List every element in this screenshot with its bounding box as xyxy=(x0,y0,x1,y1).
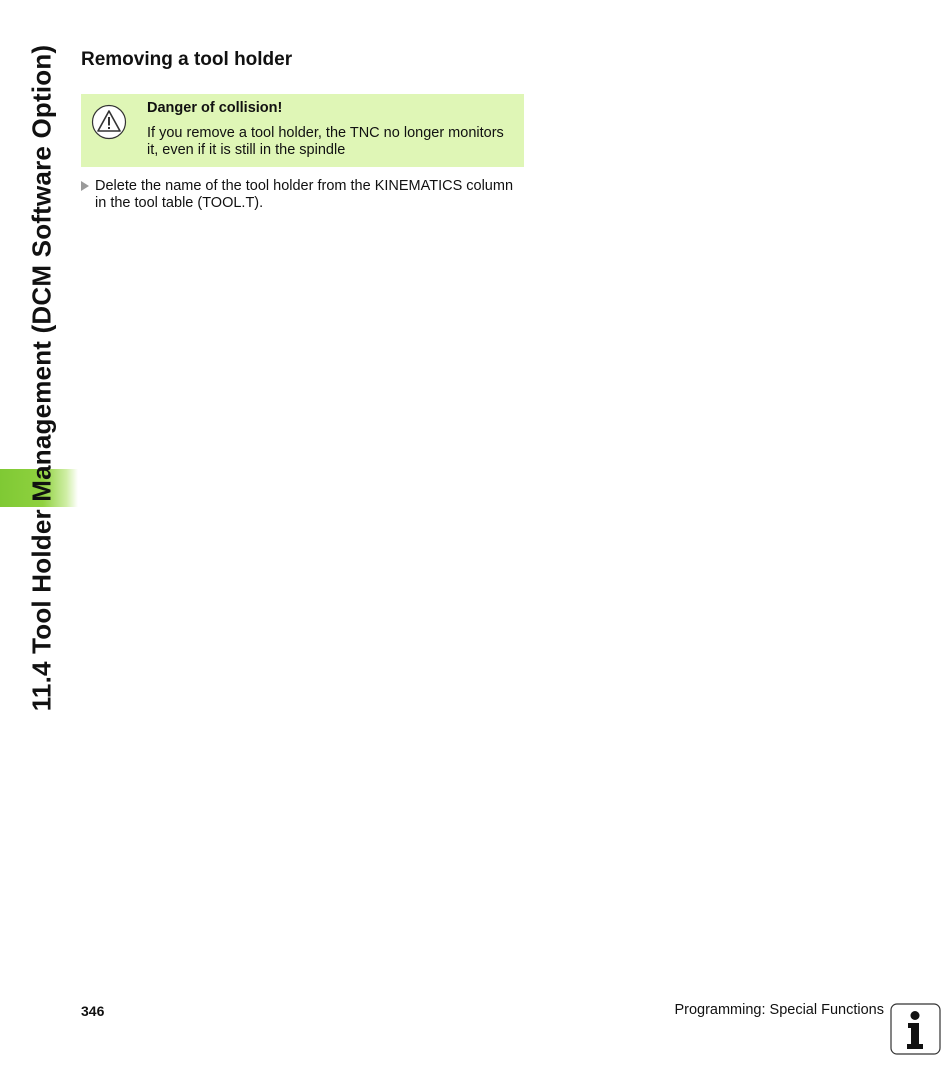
step-text: Delete the name of the tool holder from the KINEMATICS column in the tool table (TOOL.T). xyxy=(95,178,514,211)
instruction-step xyxy=(81,178,526,212)
danger-text: If you remove a tool holder, the TNC no longer monitors it, even if it is still in the spindle xyxy=(147,125,504,158)
page-number: 346 xyxy=(81,1003,105,1019)
danger-notice xyxy=(81,94,524,167)
section-heading: Removing a tool holder xyxy=(81,49,293,70)
step-arrow-icon xyxy=(81,181,89,191)
info-icon xyxy=(890,1003,941,1055)
danger-title: Danger of collision! xyxy=(147,100,283,116)
warning-triangle-icon xyxy=(91,104,127,140)
footer-title: Programming: Special Functions xyxy=(674,1002,884,1018)
chapter-title: 11.4 Tool Holder Management (DCM Software Option) xyxy=(26,44,57,712)
